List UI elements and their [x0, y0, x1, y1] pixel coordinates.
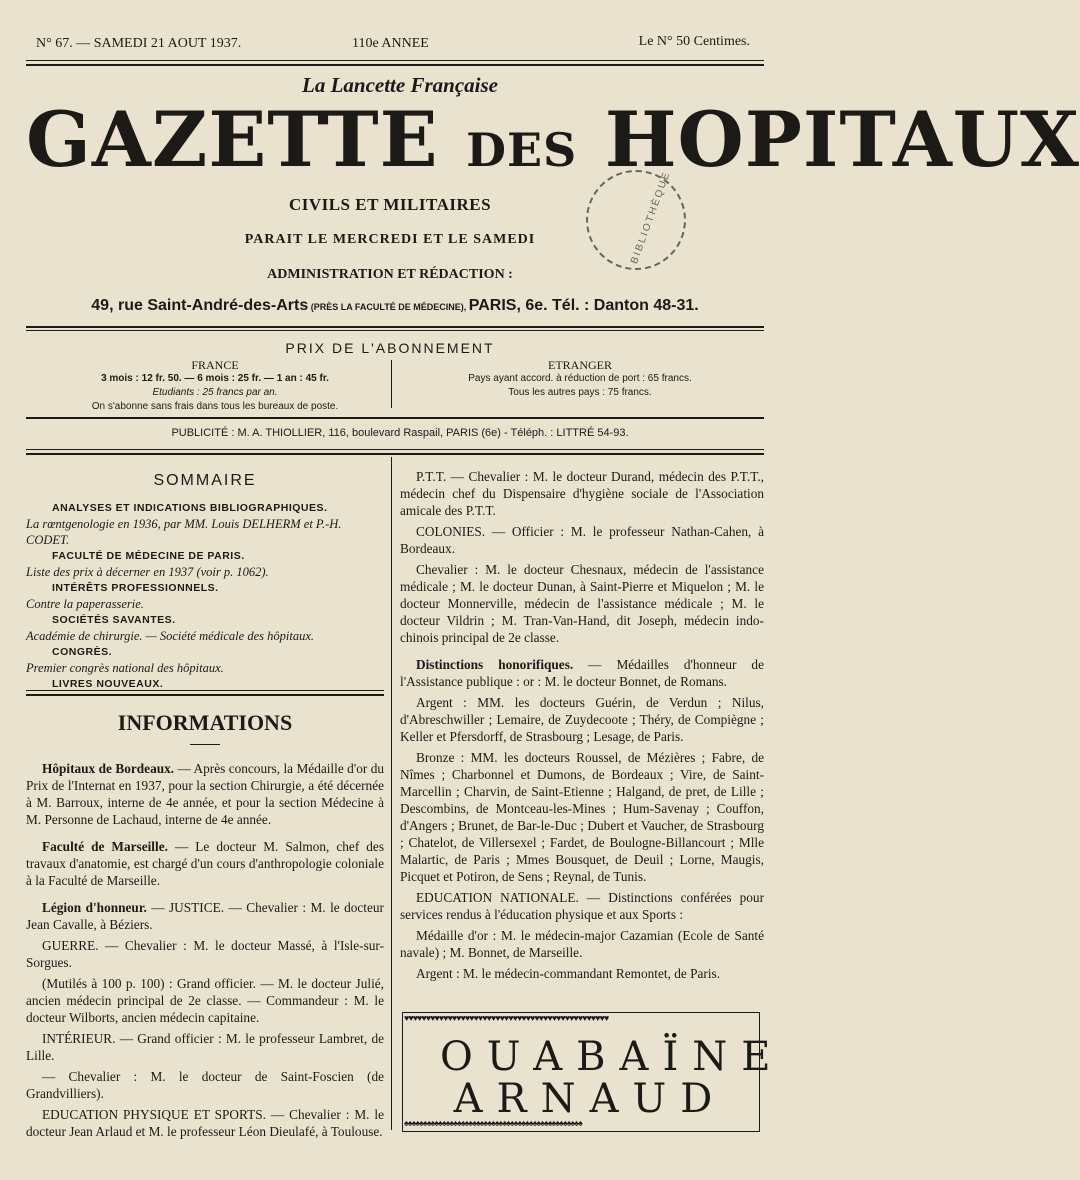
news-item: Chevalier : M. le docteur Chesnaux, médecin de l'assistance médicale ; M. le docteur Dunan, à Saint-Pierre et Miquelon ; M. le docteur Monnerville, médecin de l'assistance médicale ; M. le docteur Vildrin ; M. Tran-Van-Hand, dit Joseph, médecin indo-chinois principal de 2e classe. [400, 562, 764, 645]
publicity-line: PUBLICITÉ : M. A. THIOLLIER, 116, boulevard Raspail, PARIS (6e) - Téléph. : LITTRÉ 54-93. [171, 427, 629, 439]
sommaire-heading: INTÉRÊTS PROFESSIONNELS. [52, 582, 219, 594]
title-part: HOPITAUX [577, 95, 1080, 184]
address-street: 49, rue Saint-André-des-Arts [91, 297, 309, 314]
informations-body [26, 760, 384, 1144]
news-text: — Médailles d'honneur de l'Assistance publique : or : M. le docteur Bonnet, de Romans. [400, 657, 764, 689]
news-item [400, 656, 764, 690]
news-item: (Mutilés à 100 p. 100) : Grand officier. — M. le docteur Julié, ancien médecin principal de 2e classe. — Commandeur : M. le docteur Wilborts, ancien médecin capitaine. [26, 976, 384, 1025]
ad-brand-name: ARNAUD [453, 1076, 727, 1122]
sommaire-entry [26, 580, 384, 612]
sommaire-heading: ANALYSES ET INDICATIONS BIBLIOGRAPHIQUES. [52, 502, 328, 514]
divider [26, 330, 764, 331]
administration-label: ADMINISTRATION ET RÉDACTION : [267, 267, 513, 282]
issue-year: 110e ANNEE [352, 36, 429, 51]
divider [26, 64, 764, 66]
news-item: EDUCATION PHYSIQUE ET SPORTS. — Chevalier : M. le docteur Jean Arlaud et M. le professeur Léon Dieulafé, à Toulouse. [26, 1107, 384, 1139]
column-divider [391, 457, 392, 1130]
divider [26, 60, 764, 61]
subscription-title: PRIX DE L'ABONNEMENT [285, 340, 495, 356]
france-students: Etudiants : 25 francs par an. [152, 387, 278, 398]
sommaire-line: Premier congrès national des hôpitaux. [26, 661, 224, 675]
news-item: EDUCATION NATIONALE. — Distinctions conférées pour services rendus à l'éducation physique et aux Sports : [400, 890, 764, 922]
france-rates: 3 mois : 12 fr. 50. — 6 mois : 25 fr. — 1 an : 45 fr. [101, 373, 329, 384]
sommaire-list [26, 500, 384, 692]
news-item: Médaille d'or : M. le médecin-major Cazamian (Ecole de Santé navale) ; M. Bonnet, de Marseille. [400, 928, 764, 960]
news-item: P.T.T. — Chevalier : M. le docteur Durand, médecin des P.T.T., médecin chef du Dispensaire d'hygiène sociale de l'Association amicale des P.T.T. [400, 469, 764, 518]
subscription-foreign [400, 358, 760, 400]
sommaire-heading: SOCIÉTÉS SAVANTES. [52, 614, 176, 626]
sommaire-line: Contre la paperasserie. [26, 597, 144, 611]
ad-heart-border-icon: ♥♥♥♥♥♥♥♥♥♥♥♥♥♥♥♥♥♥♥♥♥♥♥♥♥♥♥♥♥♥♥♥♥♥♥♥♥♥♥♥♥♥♥♥♥♥♥ [404, 1013, 609, 1023]
address-line [0, 297, 790, 315]
sommaire-entry [26, 500, 384, 548]
sommaire-heading: CONGRÈS. [52, 646, 113, 658]
foreign-heading: ETRANGER [548, 358, 612, 372]
news-item [26, 838, 384, 889]
news-text: — Après concours, la Médaille d'or du Prix de l'Internat en 1937, pour la section Chirurgie, a été décernée à M. Barroux, interne de 4e année, et pour la section Médecine à M. Personne de Lachaud, interne de 4e année. [26, 761, 384, 827]
news-text: — JUSTICE. — Chevalier : M. le docteur Jean Cavalle, à Béziers. [26, 900, 384, 932]
sommaire-title: SOMMAIRE [153, 472, 257, 489]
masthead-title [26, 95, 1080, 184]
news-heading: Légion d'honneur. [42, 900, 147, 915]
news-item: INTÉRIEUR. — Grand officier : M. le professeur Lambret, de Lille. [26, 1031, 384, 1063]
issue-number: N° 67. — SAMEDI 21 AOUT 1937. [36, 36, 242, 51]
divider [26, 417, 764, 419]
informations-title: INFORMATIONS [117, 710, 293, 735]
address-note: (PRÈS LA FACULTÉ DE MÉDECINE), [308, 302, 469, 312]
france-note: On s'abonne sans frais dans tous les bureaux de poste. [91, 401, 339, 412]
address-city-phone: PARIS, 6e. Tél. : Danton 48-31. [468, 297, 699, 314]
masthead-supertitle: La Lancette Française [302, 73, 498, 97]
sommaire-line: Liste des prix à décerner en 1937 (voir p. 1062). [26, 565, 269, 579]
news-item: — Chevalier : M. le docteur de Saint-Foscien (de Grandvilliers). [26, 1069, 384, 1101]
divider [190, 744, 220, 745]
foreign-rate-1: Pays ayant accord. à réduction de port : 65 francs. [468, 373, 692, 384]
news-heading: Distinctions honorifiques. [416, 657, 574, 672]
news-item [26, 899, 384, 933]
divider [26, 694, 384, 696]
foreign-rate-2: Tous les autres pays : 75 francs. [508, 387, 652, 398]
news-item: GUERRE. — Chevalier : M. le docteur Massé, à l'Isle-sur-Sorgues. [26, 938, 384, 970]
title-part: GAZETTE [26, 95, 467, 184]
subscription-france [50, 358, 380, 414]
sommaire-entry [26, 612, 384, 644]
news-heading: Hôpitaux de Bordeaux. [42, 761, 175, 776]
issue-price: Le N° 50 Centimes. [638, 34, 750, 49]
sommaire-heading: FACULTÉ DE MÉDECINE DE PARIS. [52, 550, 245, 562]
ad-product-name: OUABAÏNE [440, 1034, 785, 1080]
divider [26, 449, 764, 450]
sommaire-entry [26, 548, 384, 580]
sommaire-entry [26, 644, 384, 676]
library-stamp: BIBLIOTHÈQUE [586, 170, 686, 270]
divider [26, 453, 764, 455]
france-heading: FRANCE [191, 358, 239, 372]
divider [391, 360, 392, 408]
ad-heart-border-icon: ♠♠♠♠♠♠♠♠♠♠♠♠♠♠♠♠♠♠♠♠♠♠♠♠♠♠♠♠♠♠♠♠♠♠♠♠♠♠♠♠♠♠♠♠♠♠♠ [404, 1118, 582, 1128]
news-heading: Faculté de Marseille. [42, 839, 168, 854]
news-text: — Le docteur M. Salmon, chef des travaux d'anatomie, est chargé d'un cours d'anthropologie coloniale à la Faculté de Marseille. [26, 839, 385, 888]
sommaire-line: Académie de chirurgie. — Société médicale des hôpitaux. [26, 629, 314, 643]
sommaire-heading: LIVRES NOUVEAUX. [52, 678, 164, 690]
sommaire-line: La rœntgenologie en 1936, par MM. Louis DELHERM et P.-H. CODET. [26, 517, 342, 547]
title-part: DES [466, 123, 578, 177]
news-item: Argent : MM. les docteurs Guérin, de Verdun ; Nilus, d'Abreschwiller ; Lemaire, de Zuydecoote ; Théry, de Compiègne ; Keller et Pfersdorff, de Strasbourg ; Lesage, de Paris. [400, 695, 764, 744]
news-item: Argent : M. le médecin-commandant Remontet, de Paris. [416, 966, 721, 981]
masthead-subtitle: CIVILS ET MILITAIRES [288, 195, 492, 214]
divider [26, 690, 384, 691]
divider [26, 326, 764, 328]
right-column-body [400, 468, 764, 986]
news-item [26, 760, 384, 828]
news-item: COLONIES. — Officier : M. le professeur Nathan-Cahen, à Bordeaux. [400, 524, 764, 556]
publication-days: PARAIT LE MERCREDI ET LE SAMEDI [244, 232, 536, 247]
news-item: Bronze : MM. les docteurs Roussel, de Mézières ; Fabre, de Nîmes ; Charbonnel et Dumons, de Bordeaux ; Vire, de Saint-Marcellin ; Charvin, de Saint-Etienne ; Halgand, de pret, de Lille ; Descombins, de Montceau-les-Mines ; Hum-Savenay ; Couffon, d'Angers ; Brunet, de Bar-le-Duc ; Dubert et Vaucher, de Strasbourg ; Chatelot, de Villersexel ; Fardet, de Boulogne-Billancourt ; Mlle Malartic, de Paris ; Mmes Bousquet, de Deuil ; Lorne, Maugis, Picquet et Potiron, de Sens ; Reynal, de Tunis. [400, 750, 764, 884]
